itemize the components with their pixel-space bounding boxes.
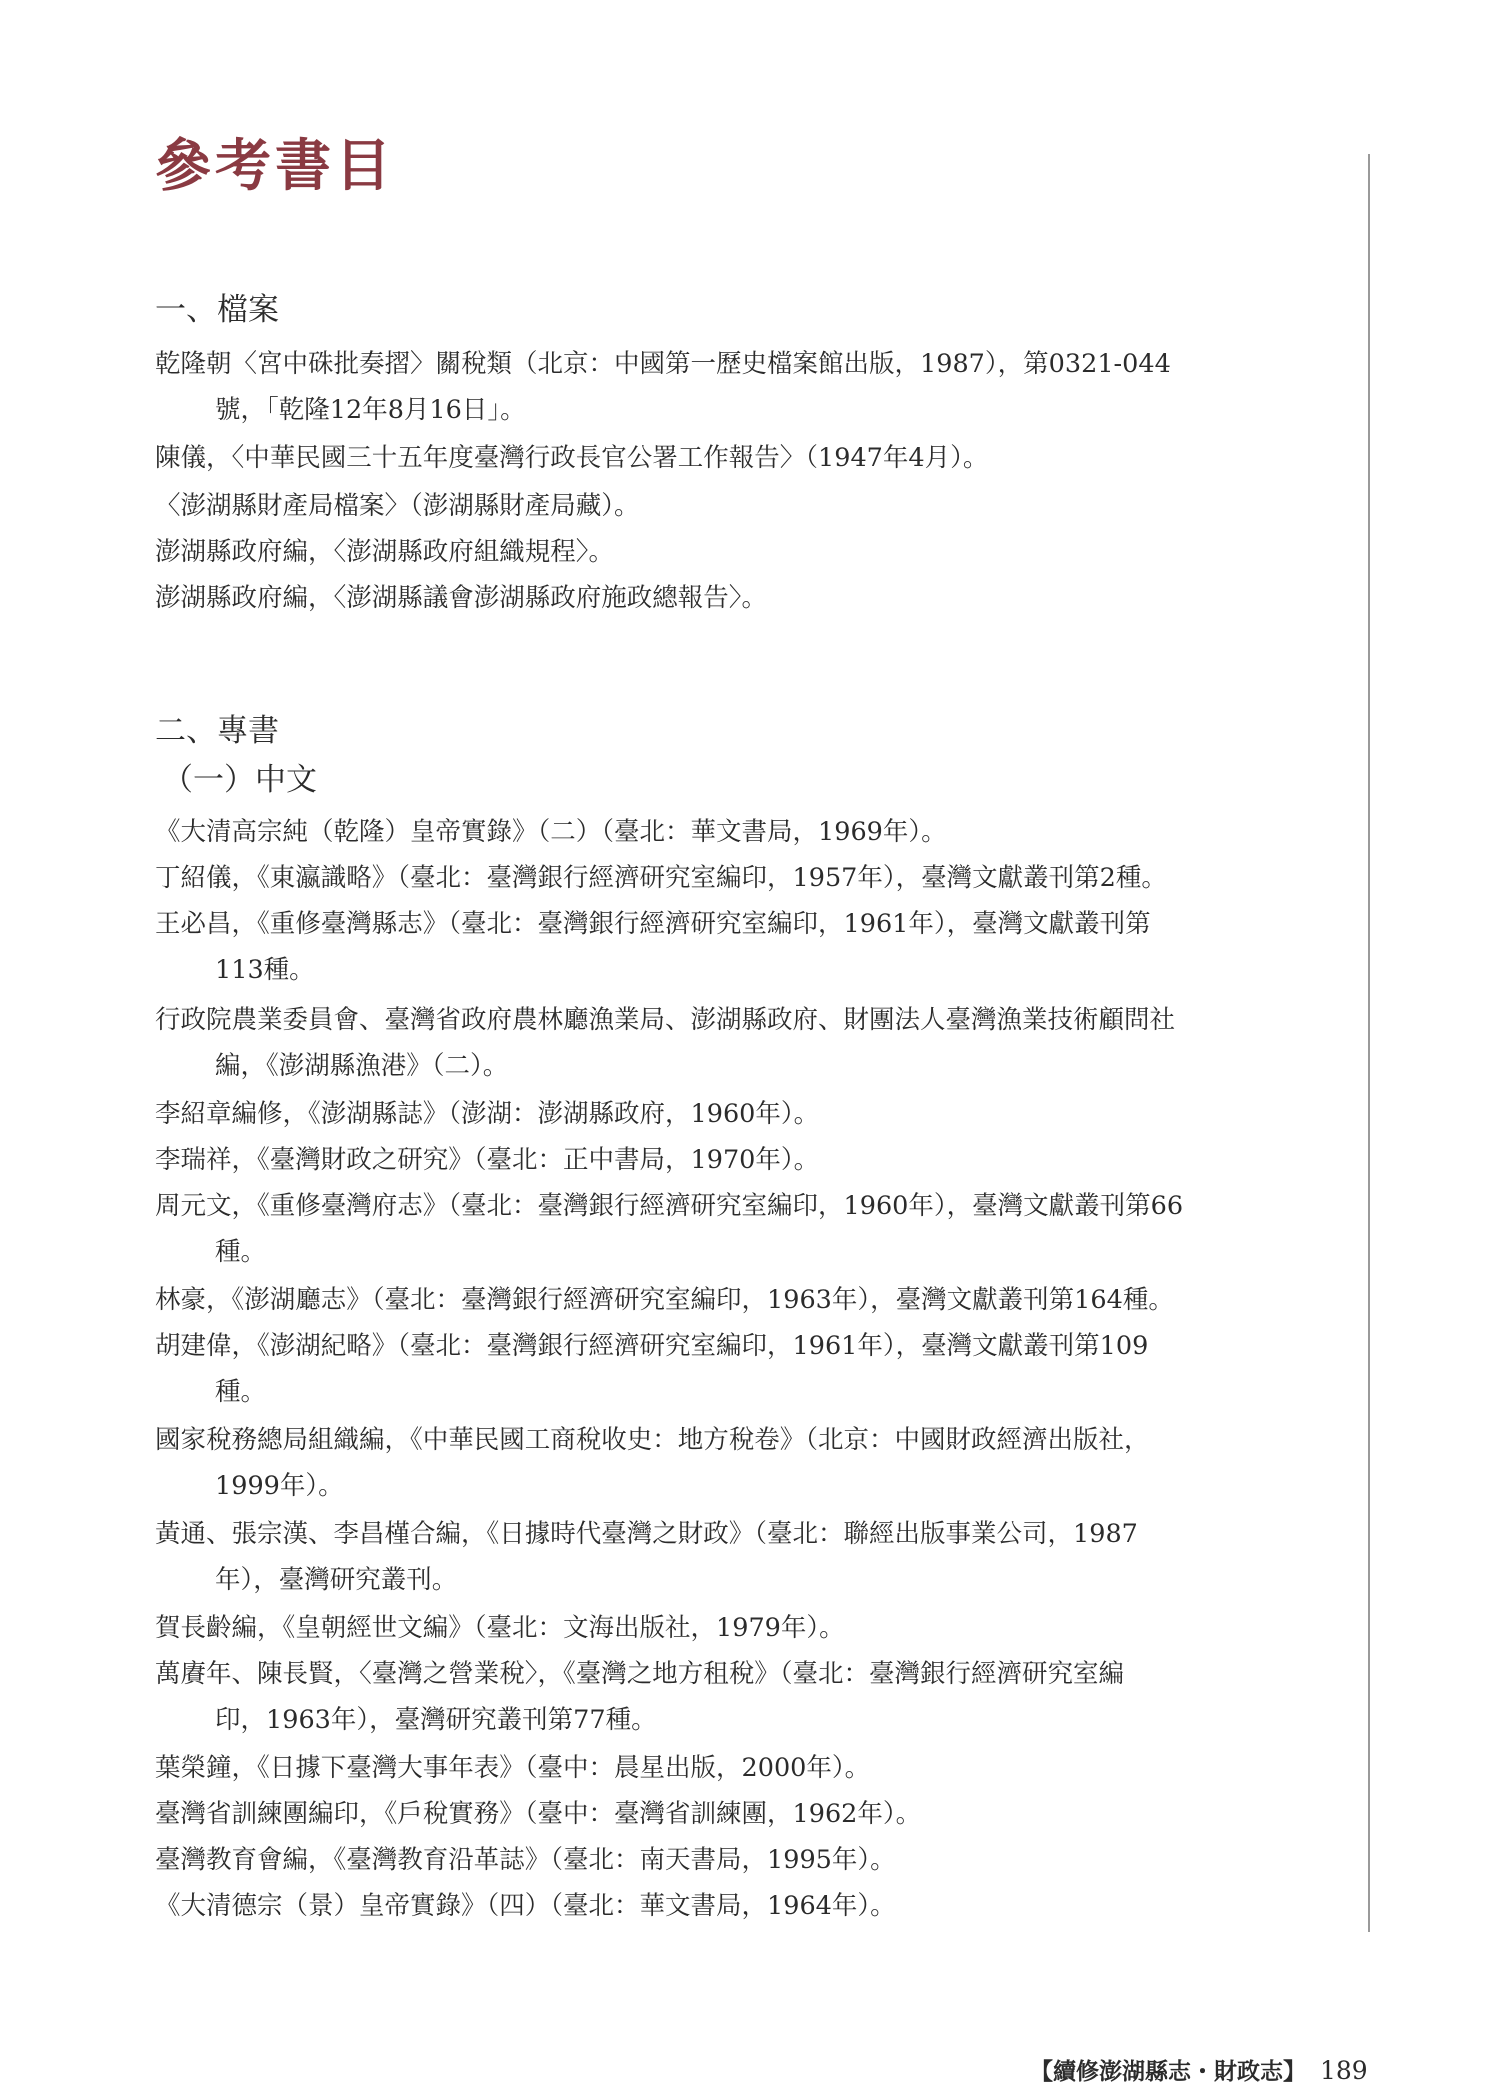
bib-entry-line: 李瑞祥，《臺灣財政之研究》（臺北：正中書局，1970年）。 — [155, 1145, 820, 1175]
bib-entry — [155, 483, 1345, 529]
bib-entry — [155, 1417, 1345, 1509]
bib-entry — [155, 1837, 1345, 1883]
bib-entry-continuation: 113種。 — [215, 955, 315, 985]
bib-entry — [155, 575, 1345, 621]
bib-entry — [155, 435, 1345, 481]
bib-entry-line: 葉榮鐘，《日據下臺灣大事年表》（臺中：晨星出版，2000年）。 — [155, 1753, 871, 1783]
bib-entry-line: 澎湖縣政府編，〈澎湖縣政府組織規程〉。 — [155, 537, 615, 567]
page-footer — [1030, 2058, 1368, 2083]
bib-entry — [155, 1511, 1345, 1603]
bib-entry-line: 李紹章編修，《澎湖縣誌》（澎湖：澎湖縣政府，1960年）。 — [155, 1099, 820, 1129]
bib-entry-line: 胡建偉，《澎湖紀略》（臺北：臺灣銀行經濟研究室編印，1961年），臺灣文獻叢刊第109 — [155, 1331, 1149, 1361]
bib-entry — [155, 855, 1345, 901]
bib-entry-continuation: 種。 — [215, 1237, 267, 1267]
bib-entry-line: 澎湖縣政府編，〈澎湖縣議會澎湖縣政府施政總報告〉。 — [155, 583, 768, 613]
bib-entry-line: 臺灣教育會編，《臺灣教育沿革誌》（臺北：南天書局，1995年）。 — [155, 1845, 896, 1875]
bib-entry — [155, 997, 1345, 1089]
bib-entry-line: 丁紹儀，《東瀛識略》（臺北：臺灣銀行經濟研究室編印，1957年），臺灣文獻叢刊第2種。 — [155, 863, 1167, 893]
bib-entry-continuation: 1999年）。 — [215, 1471, 344, 1501]
bib-entry-continuation: 號，「乾隆12年8月16日」。 — [215, 395, 526, 425]
page-title: 參考書目 — [155, 133, 395, 199]
bib-entry — [155, 809, 1345, 855]
bib-entry-line: 陳儀，〈中華民國三十五年度臺灣行政長官公署工作報告〉（1947年4月）。 — [155, 443, 989, 473]
bib-entry-line: 乾隆朝〈宮中硃批奏摺〉關稅類（北京：中國第一歷史檔案館出版，1987），第0321-044 — [155, 349, 1171, 379]
bib-entry — [155, 901, 1345, 993]
bib-entry — [155, 529, 1345, 575]
bib-entry-line: 國家稅務總局組織編，《中華民國工商稅收史：地方稅卷》（北京：中國財政經濟出版社， — [155, 1425, 1150, 1455]
bib-entry-line: 周元文，《重修臺灣府志》（臺北：臺灣銀行經濟研究室編印，1960年），臺灣文獻叢刊第66 — [155, 1191, 1184, 1221]
right-margin-rule — [1368, 154, 1370, 1932]
section-heading-archives: 一、檔案 — [155, 292, 279, 328]
bib-entry-line: 《大清德宗（景）皇帝實錄》（四）（臺北：華文書局，1964年）。 — [155, 1891, 896, 1921]
bib-entry-continuation: 種。 — [215, 1377, 267, 1407]
bib-entry — [155, 1791, 1345, 1837]
bib-entry — [155, 1323, 1345, 1415]
subsection-heading-chinese: （一）中文 — [162, 762, 317, 798]
bib-entry-line: 〈澎湖縣財產局檔案〉（澎湖縣財產局藏）。 — [155, 491, 640, 521]
page-number: 189 — [1320, 2056, 1368, 2085]
bib-entry-continuation: 編，《澎湖縣漁港》（二）。 — [215, 1051, 509, 1081]
bib-entry-line: 黃通、張宗漢、李昌槿合編，《日據時代臺灣之財政》（臺北：聯經出版事業公司，1987 — [155, 1519, 1138, 1549]
bib-entry — [155, 1651, 1345, 1743]
bib-entry-line: 行政院農業委員會、臺灣省政府農林廳漁業局、澎湖縣政府、財團法人臺灣漁業技術顧問社 — [155, 1005, 1176, 1035]
bib-entry — [155, 1091, 1345, 1137]
bib-entry — [155, 1183, 1345, 1275]
bib-entry-line: 《大清高宗純（乾隆）皇帝實錄》（二）（臺北：華文書局，1969年）。 — [155, 817, 947, 847]
bib-entry — [155, 341, 1345, 433]
footer-book-title: 【續修澎湖縣志・財政志】 — [1030, 2058, 1306, 2085]
bib-entry-line: 賀長齡編，《皇朝經世文編》（臺北：文海出版社，1979年）。 — [155, 1613, 845, 1643]
bib-entry — [155, 1277, 1345, 1323]
bib-entry — [155, 1745, 1345, 1791]
bib-entry — [155, 1605, 1345, 1651]
bib-entry-line: 臺灣省訓練團編印，《戶稅實務》（臺中：臺灣省訓練團，1962年）。 — [155, 1799, 922, 1829]
bib-entry-continuation: 年），臺灣研究叢刊。 — [215, 1565, 458, 1595]
section-heading-books: 二、專書 — [155, 713, 279, 749]
bib-entry-line: 林豪，《澎湖廳志》（臺北：臺灣銀行經濟研究室編印，1963年），臺灣文獻叢刊第164種。 — [155, 1285, 1174, 1315]
bib-entry — [155, 1883, 1345, 1929]
bib-entry-line: 王必昌，《重修臺灣縣志》（臺北：臺灣銀行經濟研究室編印，1961年），臺灣文獻叢刊第 — [155, 909, 1151, 939]
bib-entry-line: 萬賡年、陳長賢，〈臺灣之營業稅〉，《臺灣之地方租稅》（臺北：臺灣銀行經濟研究室編 — [155, 1659, 1125, 1689]
bib-entry-continuation: 印，1963年），臺灣研究叢刊第77種。 — [215, 1705, 657, 1735]
bib-entry — [155, 1137, 1345, 1183]
